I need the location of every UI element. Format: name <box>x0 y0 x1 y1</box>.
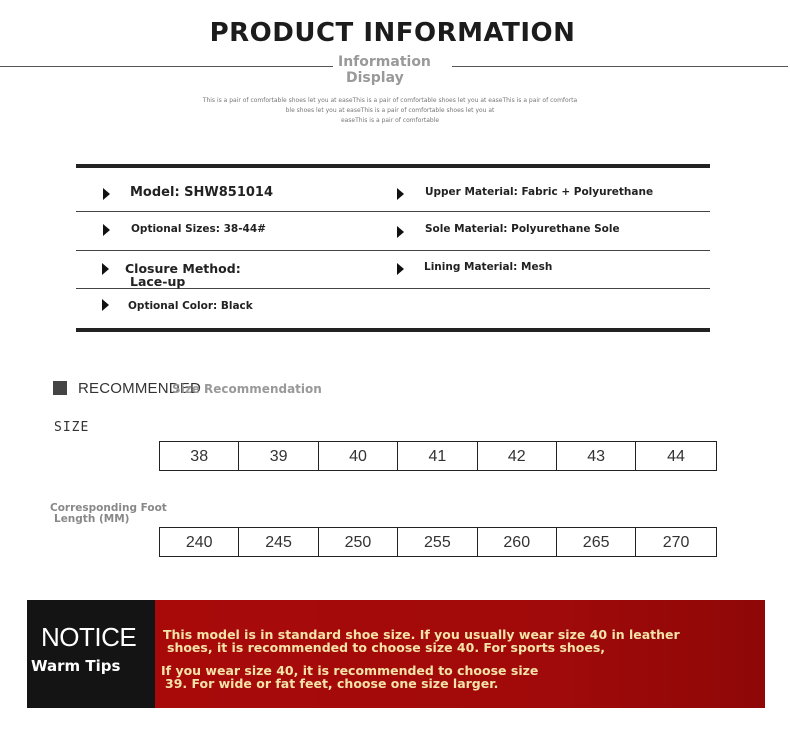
subtitle-line-1: Information <box>338 54 431 70</box>
description-line-2: ble shoes let you at easeThis is a pair of comfortable shoes let you at <box>285 107 495 114</box>
description-text <box>200 96 580 126</box>
foot-length-label-line-1: Corresponding Foot <box>50 502 167 514</box>
size-cell: 40 <box>319 442 398 470</box>
size-grid <box>159 441 717 471</box>
bullet-arrow-icon <box>397 263 404 275</box>
foot-length-label <box>50 503 180 525</box>
notice-paragraph-2-line-1: If you wear size 40, it is recommended to choose size <box>161 663 539 678</box>
foot-length-label-line-2: Length (MM) <box>54 513 130 525</box>
bullet-arrow-icon <box>103 188 110 200</box>
notice-subtitle: Warm Tips <box>31 657 121 675</box>
bullet-arrow-icon <box>397 188 404 200</box>
size-cell: 39 <box>239 442 318 470</box>
spec-optional-color: Optional Color: Black <box>128 300 253 312</box>
length-cell: 250 <box>319 528 398 556</box>
spec-sole-material: Sole Material: Polyurethane Sole <box>425 223 620 235</box>
spec-closure-line-1: Closure Method: <box>125 261 241 276</box>
size-cell: 41 <box>398 442 477 470</box>
header-divider-left <box>0 66 333 67</box>
size-recommendation-heading: Size Recommendation <box>172 382 322 396</box>
size-cell: 38 <box>160 442 239 470</box>
spec-row-divider <box>76 250 710 251</box>
notice-title: NOTICE <box>41 622 137 652</box>
bullet-arrow-icon <box>103 224 110 236</box>
spec-upper-material: Upper Material: Fabric + Polyurethane <box>425 186 654 198</box>
notice-label-panel <box>27 600 155 708</box>
bullet-arrow-icon <box>102 299 109 311</box>
notice-paragraph-1-line-2: shoes, it is recommended to choose size 40. For sports shoes, <box>167 640 606 655</box>
spec-row-divider <box>76 211 710 212</box>
spec-model: Model: SHW851014 <box>130 185 274 200</box>
bullet-arrow-icon <box>102 263 109 275</box>
spec-lining-material: Lining Material: Mesh <box>424 261 553 273</box>
recommended-heading: RECOMMENDED <box>78 380 202 397</box>
size-row-label: SIZE <box>54 420 90 435</box>
page-title: PRODUCT INFORMATION <box>209 18 576 48</box>
bullet-arrow-icon <box>397 226 404 238</box>
size-cell: 43 <box>557 442 636 470</box>
subtitle-line-2: Display <box>346 70 404 86</box>
notice-paragraph-2-line-2: 39. For wide or fat feet, choose one size larger. <box>165 676 499 691</box>
header-divider-right <box>452 66 788 67</box>
size-cell: 42 <box>478 442 557 470</box>
length-cell: 260 <box>478 528 557 556</box>
length-cell: 255 <box>398 528 477 556</box>
length-cell: 270 <box>662 534 690 551</box>
spec-optional-sizes: Optional Sizes: 38-44# <box>131 223 266 235</box>
foot-length-grid <box>159 527 717 557</box>
spec-table-top-border <box>76 164 710 168</box>
section-subtitle <box>338 54 448 86</box>
size-cell: 44 <box>667 448 685 465</box>
length-cell: 245 <box>239 528 318 556</box>
spec-table-bottom-border <box>76 328 710 332</box>
section-marker-square <box>53 381 67 395</box>
notice-paragraph-1-line-1: This model is in standard shoe size. If you usually wear size 40 in leather <box>163 627 680 642</box>
notice-paragraph-1 <box>163 628 763 654</box>
notice-paragraph-2 <box>161 664 761 690</box>
spec-closure-line-2: Lace-up <box>130 274 186 289</box>
length-cell: 240 <box>160 528 239 556</box>
length-cell: 265 <box>557 528 636 556</box>
description-line-3: easeThis is a pair of comfortable <box>340 117 440 124</box>
description-line-1: This is a pair of comfortable shoes let you at easeThis is a pair of comfortable shoes let you at easeThis is a pair of comforta <box>202 97 578 104</box>
